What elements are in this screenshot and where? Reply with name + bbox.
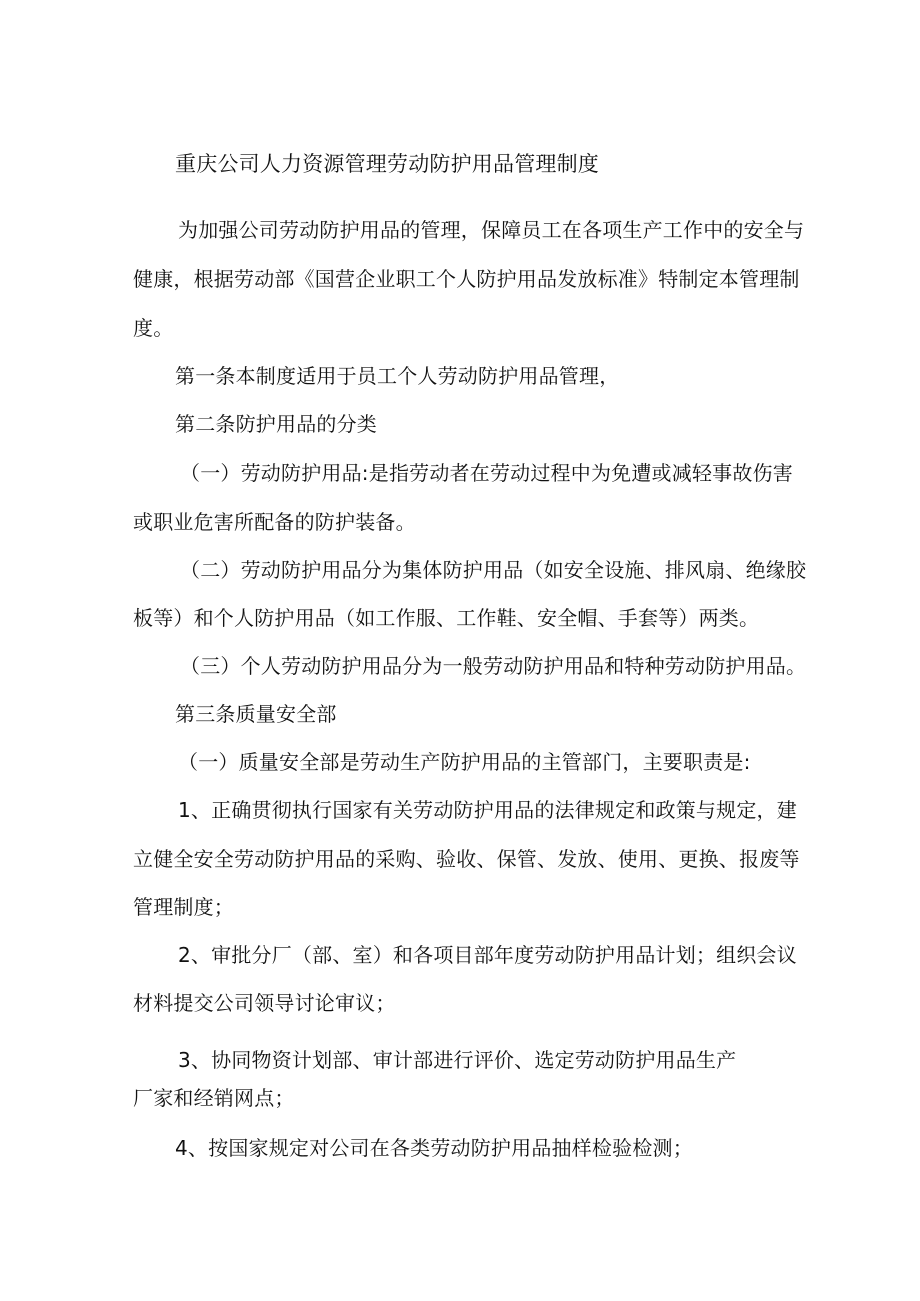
intro-line-3: 度。: [133, 316, 174, 340]
article-2-item-1-line-2: 或职业危害所配备的防护装备。: [133, 510, 416, 534]
duty-2-line-1: 2、审批分厂（部、室）和各项目部年度劳动防护用品计划；组织会议: [178, 943, 797, 967]
duty-1-line-2: 立健全安全劳动防护用品的采购、验收、保管、发放、使用、更换、报废等: [133, 847, 800, 871]
duty-2-line-2: 材料提交公司领导讨论审议；: [133, 991, 396, 1015]
article-2-item-1-line-1: （一）劳动防护用品:是指劳动者在劳动过程中为免遭或减轻事故伤害: [180, 461, 793, 485]
duty-4: 4、按国家规定对公司在各类劳动防护用品抽样检验检测；: [175, 1136, 693, 1160]
article-2-item-2-line-1: （二）劳动防护用品分为集体防护用品（如安全设施、排风扇、绝缘胶: [180, 558, 807, 582]
document-title: 重庆公司人力资源管理劳动防护用品管理制度: [175, 152, 599, 176]
article-1: 第一条本制度适用于员工个人劳动防护用品管理，: [175, 364, 620, 388]
duty-1-line-1: 1、正确贯彻执行国家有关劳动防护用品的法律规定和政策与规定，建: [178, 798, 797, 822]
article-2-heading: 第二条防护用品的分类: [175, 412, 377, 436]
article-3-heading: 第三条质量安全部: [175, 702, 337, 726]
duty-3-line-1: 3、协同物资计划部、审计部进行评价、选定劳动防护用品生产: [178, 1048, 737, 1072]
article-3-sub-1: （一）质量安全部是劳动生产防护用品的主管部门，主要职责是:: [178, 750, 751, 774]
article-2-item-2-line-2: 板等）和个人防护用品（如工作服、工作鞋、安全帽、手套等）两类。: [133, 606, 760, 630]
article-2-item-3: （三）个人劳动防护用品分为一般劳动防护用品和特种劳动防护用品。: [180, 654, 807, 678]
duty-3-line-2: 厂家和经销网点；: [133, 1086, 295, 1110]
duty-1-line-3: 管理制度；: [133, 895, 234, 919]
intro-line-2: 健康，根据劳动部《国营企业职工个人防护用品发放标准》特制定本管理制: [133, 267, 800, 291]
intro-line-1: 为加强公司劳动防护用品的管理，保障员工在各项生产工作中的安全与: [178, 218, 805, 242]
